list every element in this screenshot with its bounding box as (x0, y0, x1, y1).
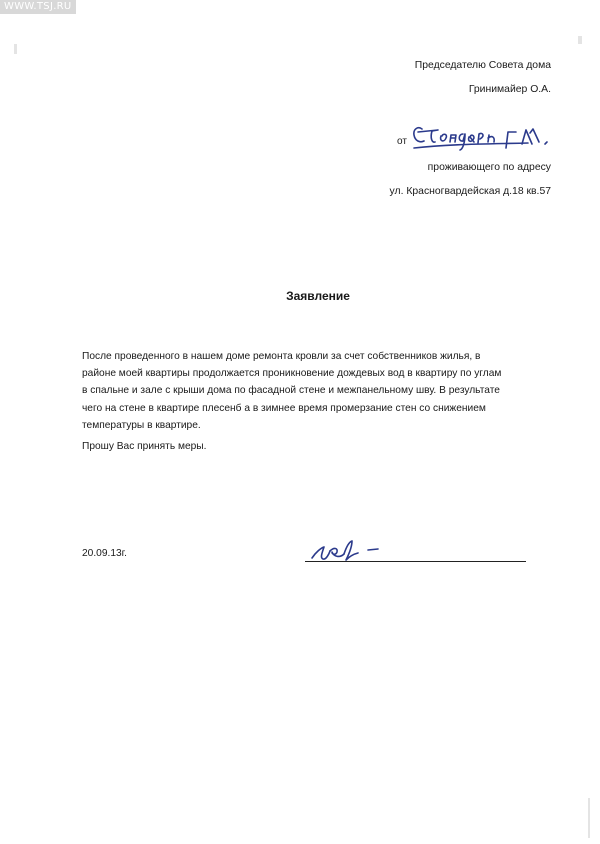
body-paragraph: После проведенного в нашем доме ремонта кровли за счет собственников жилья, в районе моей квартиры продолжается проникновение дождевых вод в квартиру по углам в спальне и зале с крыши дома по фасадной стене и межпанельному шву. В результате чего на стене в квартире плесенб а в зимнее время промерзание стен со снижением температуры в квартире. (82, 351, 502, 431)
handwritten-name (408, 122, 558, 152)
addressee-line-1: Председателю Совета дома (414, 60, 551, 71)
date: 20.09.13г. (82, 548, 127, 559)
handwritten-signature (308, 536, 398, 564)
address-line: ул. Красногвардейская д.18 кв.57 (389, 186, 551, 197)
addressee-line-2: Гринимайер О.А. (468, 84, 551, 95)
residing-label: проживающего по адресу (427, 162, 551, 173)
from-prefix: от (397, 136, 407, 147)
scan-edge-left (14, 44, 17, 54)
document-title: Заявление (286, 289, 350, 303)
signature-line (305, 561, 526, 562)
watermark: WWW.TSJ.RU (0, 0, 76, 14)
scan-edge-top-right (578, 36, 582, 44)
scan-edge-bottom-right (588, 798, 590, 838)
request-line: Прошу Вас принять меры. (82, 441, 207, 452)
